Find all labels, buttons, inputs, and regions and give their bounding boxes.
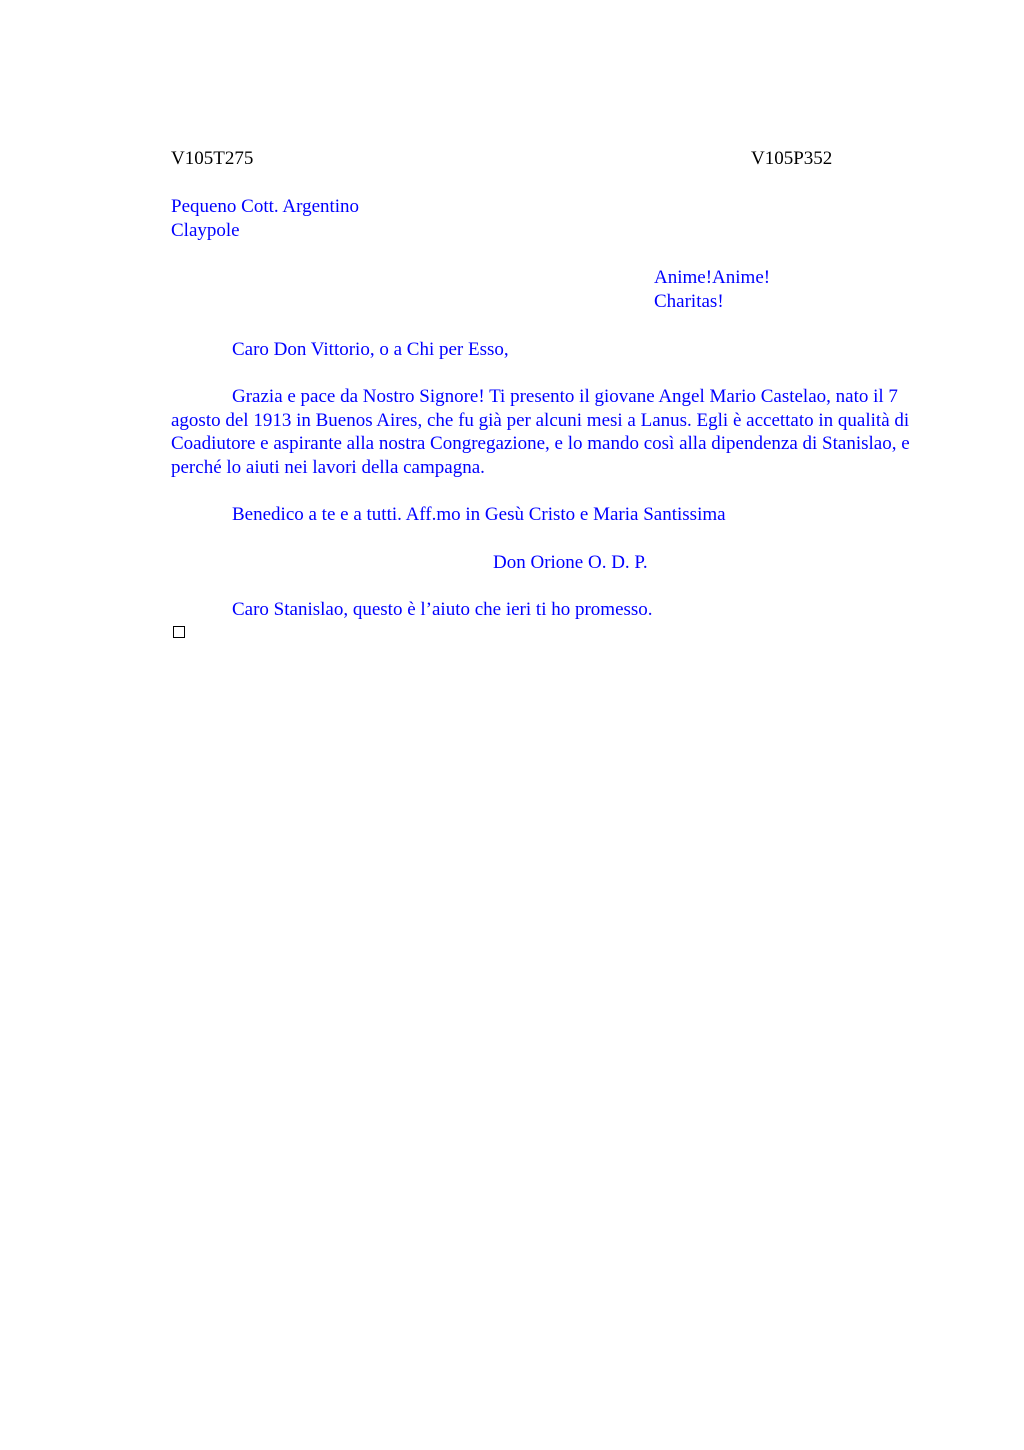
document-code-right: V105P352 (751, 148, 833, 169)
letter-body: Grazia e pace da Nostro Signore! Ti presento il giovane Angel Mario Castelao, nato il 7 agosto del 1913 in Buenos Aires, che fu già per alcuni mesi a Lanus. Egli è accettato in qualità di Coadiutore e aspirante alla nostra Congregazione, e lo mando così alla dipendenza di Stanislao, e perché lo aiuti nei lavori della campagna. (171, 386, 910, 478)
checkbox-icon (173, 626, 185, 638)
letter-signature: Don Orione O. D. P. (493, 552, 648, 573)
address-line-1: Pequeno Cott. Argentino (171, 196, 360, 217)
letter-blessing: Benedico a te e a tutti. Aff.mo in Gesù Cristo e Maria Santissima (232, 504, 726, 525)
motto-line-2: Charitas! (654, 290, 724, 312)
document-code-left: V105T275 (171, 148, 254, 169)
motto-line-1: Anime!Anime! (654, 267, 771, 288)
motto-block (654, 266, 770, 313)
letter-postscript: Caro Stanislao, questo è l’aiuto che ieri ti ho promesso. (232, 599, 653, 620)
address-block (171, 195, 359, 242)
address-line-2: Claypole (171, 219, 240, 241)
letter-greeting: Caro Don Vittorio, o a Chi per Esso, (232, 339, 509, 360)
